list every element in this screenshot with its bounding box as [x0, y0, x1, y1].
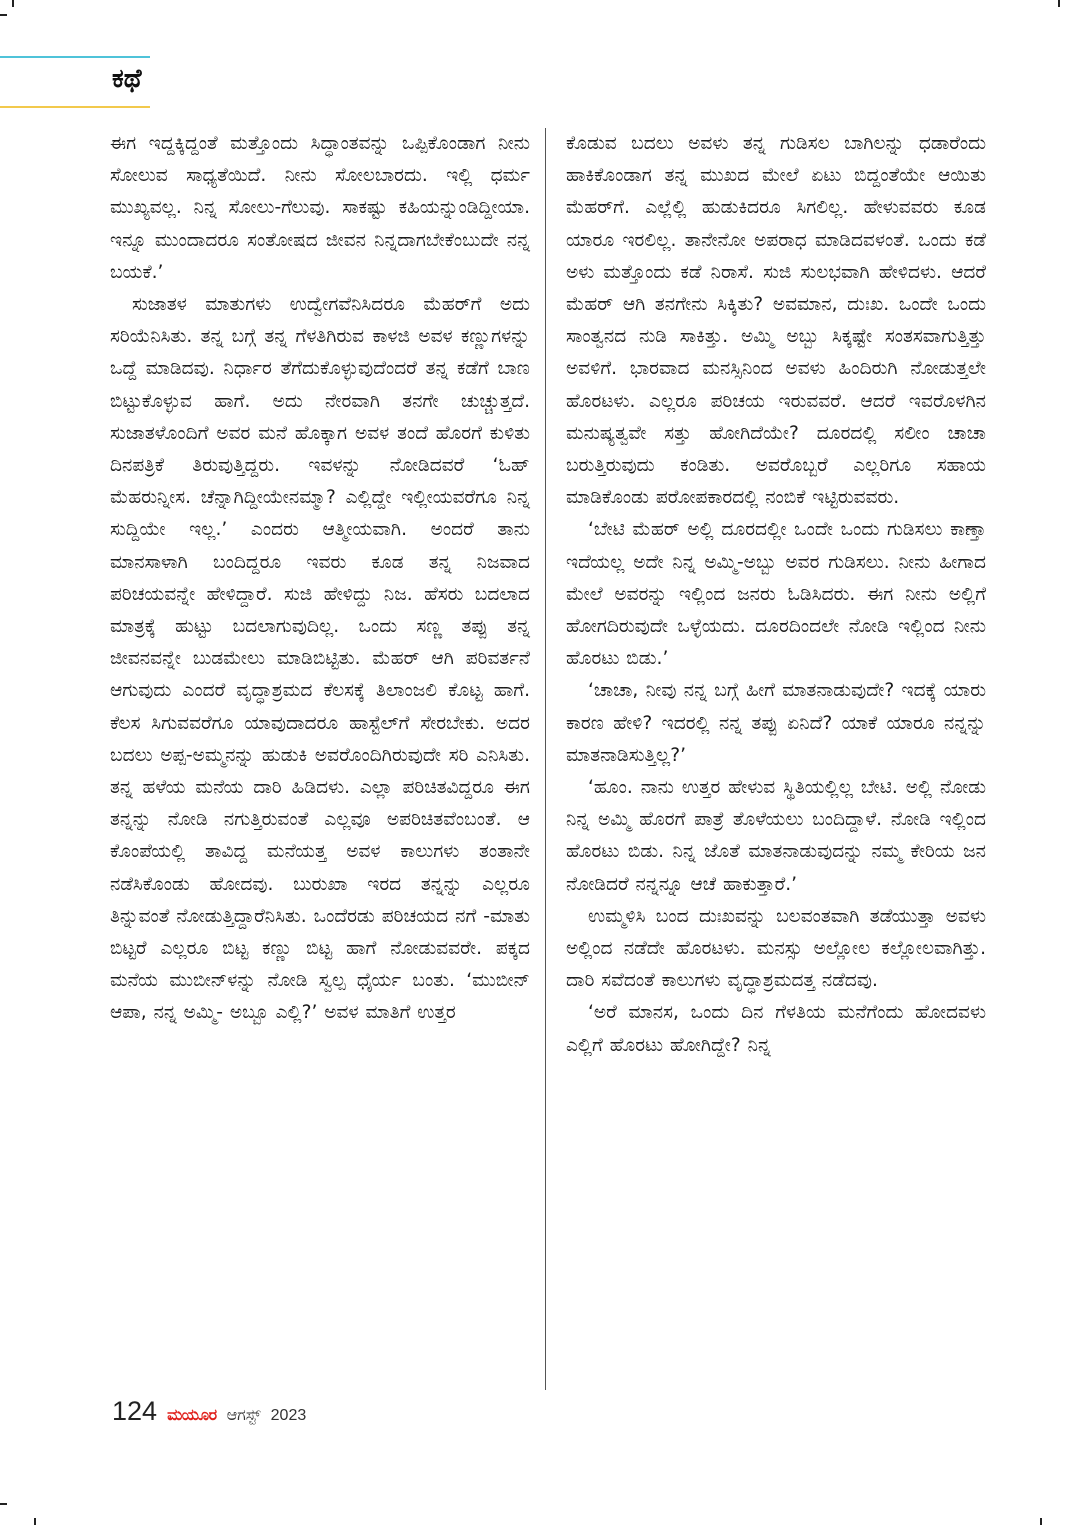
- issue-year: 2023: [270, 1407, 307, 1424]
- issue-month: ಆಗಸ್ಟ್: [226, 1405, 261, 1424]
- magazine-logo: ಮಯೂರ: [167, 1405, 217, 1424]
- paragraph: ‘ಬೇಟಿ ಮೆಹರ್ ಅಲ್ಲಿ ದೂರದಲ್ಲೀ ಒಂದೇ ಒಂದು ಗುಡಿಸಲು ಕಾಣ್ತಾ ಇದೆಯಲ್ಲ ಅದೇ ನಿನ್ನ ಅಮ್ಮಿ-ಅಬ್ಬು ಅವರ ಗುಡಿಸಲು. ನೀನು ಹೀಗಾದ ಮೇಲೆ ಅವರನ್ನು ಇಲ್ಲಿಂದ ಜನರು ಓಡಿಸಿದರು. ಈಗ ನೀನು ಅಲ್ಲಿಗೆ ಹೋಗದಿರುವುದೇ ಒಳ್ಳೆಯದು. ದೂರದಿಂದಲೇ ನೋಡಿ ಇಲ್ಲಿಂದ ನೀನು ಹೊರಟು ಬಿಡು.’: [566, 519, 986, 670]
- paragraph: ಸುಜಾತಳ ಮಾತುಗಳು ಉದ್ವೇಗವೆನಿಸಿದರೂ ಮೆಹರ್‌ಗೆ ಅದು ಸರಿಯೆನಿಸಿತು. ತನ್ನ ಬಗ್ಗೆ ತನ್ನ ಗೆಳತಿಗಿರುವ ಕಾಳಜಿ ಅವಳ ಕಣ್ಣುಗಳನ್ನು ಒದ್ದೆ ಮಾಡಿದವು. ನಿರ್ಧಾರ ತೆಗೆದುಕೊಳ್ಳುವುದೆಂದರೆ ತನ್ನ ಕಡೆಗೆ ಬಾಣ ಬಿಟ್ಟುಕೊಳ್ಳುವ ಹಾಗೆ. ಅದು ನೇರವಾಗಿ ತನಗೇ ಚುಚ್ಚುತ್ತದೆ. ಸುಜಾತಳೊಂದಿಗೆ ಅವರ ಮನೆ ಹೊಕ್ಕಾಗ ಅವಳ ತಂದೆ ಹೊರಗೆ ಕುಳಿತು ದಿನಪತ್ರಿಕೆ ತಿರುವುತ್ತಿದ್ದರು. ಇವಳನ್ನು ನೋಡಿದವರೆ ‘ಓಹ್ ಮೆಹರುನ್ನೀಸ. ಚೆನ್ನಾಗಿದ್ದೀಯೇನಮ್ಮಾ? ಎಲ್ಲಿದ್ದೇ ಇಲ್ಲೀಯವರೆಗೂ ನಿನ್ನ ಸುದ್ದಿಯೇ ಇಲ್ಲ.’ ಎಂದರು ಆತ್ಮೀಯವಾಗಿ. ಅಂದರೆ ತಾನು ಮಾನಸಾಳಾಗಿ ಬಂದಿದ್ದರೂ ಇವರು ಕೂಡ ತನ್ನ ನಿಜವಾದ ಪರಿಚಯವನ್ನೇ ಹೇಳಿದ್ದಾರೆ. ಸುಜಿ ಹೇಳಿದ್ದು ನಿಜ. ಹೆಸರು ಬದಲಾದ ಮಾತ್ರಕ್ಕೆ ಹುಟ್ಟು ಬದಲಾಗುವುದಿಲ್ಲ. ಒಂದು ಸಣ್ಣ ತಪ್ಪು ತನ್ನ ಜೀವನವನ್ನೇ ಬುಡಮೇಲು ಮಾಡಿಬಿಟ್ಟಿತು. ಮೆಹರ್ ಆಗಿ ಪರಿವರ್ತನೆ ಆಗುವುದು ಎಂದರೆ ವೃದ್ಧಾಶ್ರಮದ ಕೆಲಸಕ್ಕೆ ತಿಲಾಂಜಲಿ ಕೊಟ್ಟ ಹಾಗೆ. ಕೆಲಸ ಸಿಗುವವರೆಗೂ ಯಾವುದಾದರೂ ಹಾಸ್ಟೆಲ್‌ಗೆ ಸೇರಬೇಕು. ಅದರ ಬದಲು ಅಪ್ಪ-ಅಮ್ಮನನ್ನು ಹುಡುಕಿ ಅವರೊಂದಿಗಿರುವುದೇ ಸರಿ ಎನಿಸಿತು. ತನ್ನ ಹಳೆಯ ಮನೆಯ ದಾರಿ ಹಿಡಿದಳು. ಎಲ್ಲಾ ಪರಿಚಿತವಿದ್ದರೂ ಈಗ ತನ್ನನ್ನು ನೋಡಿ ನಗುತ್ತಿರುವಂತೆ ಎಲ್ಲವೂ ಅಪರಿಚಿತವೆಂಬಂತೆ. ಆ ಕೊಂಪೆಯಲ್ಲಿ ತಾವಿದ್ದ ಮನೆಯತ್ತ ಅವಳ ಕಾಲುಗಳು ತಂತಾನೇ ನಡೆಸಿಕೊಂಡು ಹೋದವು. ಬುರುಖಾ ಇರದ ತನ್ನನ್ನು ಎಲ್ಲರೂ ತಿನ್ನುವಂತೆ ನೋಡುತ್ತಿದ್ದಾರೆನಿಸಿತು. ಒಂದೆರಡು ಪರಿಚಯದ ನಗೆ -ಮಾತು ಬಿಟ್ಟರೆ ಎಲ್ಲರೂ ಬಿಟ್ಟ ಕಣ್ಣು ಬಿಟ್ಟ ಹಾಗೆ ನೋಡುವವರೇ. ಪಕ್ಕದ ಮನೆಯ ಮುಬೀನ್‌ಳನ್ನು ನೋಡಿ ಸ್ವಲ್ಪ ಧೈರ್ಯ ಬಂತು. ‘ಮುಬೀನ್ ಆಪಾ, ನನ್ನ ಅಮ್ಮಿ- ಅಬ್ಬೂ ಎಲ್ಲಿ?’ ಅವಳ ಮಾತಿಗೆ ಉತ್ತರ: [110, 294, 530, 1024]
- right-column: [566, 128, 986, 1062]
- paragraph: ‘ಹೂಂ. ನಾನು ಉತ್ತರ ಹೇಳುವ ಸ್ಥಿತಿಯಲ್ಲಿಲ್ಲ ಬೇಟಿ. ಅಲ್ಲಿ ನೋಡು ನಿನ್ನ ಅಮ್ಮಿ ಹೊರಗೆ ಪಾತ್ರೆ ತೊಳೆಯಲು ಬಂದಿದ್ದಾಳೆ. ನೋಡಿ ಇಲ್ಲಿಂದ ಹೊರಟು ಬಿಡು. ನಿನ್ನ ಜೊತೆ ಮಾತನಾಡುವುದನ್ನು ನಮ್ಮ ಕೇರಿಯ ಜನ ನೋಡಿದರೆ ನನ್ನನ್ನೂ ಆಚೆ ಹಾಕುತ್ತಾರೆ.’: [566, 777, 986, 895]
- crop-mark: [34, 1518, 36, 1525]
- section-title: ಕಥೆ: [112, 64, 142, 94]
- paragraph: ‘ಚಾಚಾ, ನೀವು ನನ್ನ ಬಗ್ಗೆ ಹೀಗೆ ಮಾತನಾಡುವುದೇ? ಇದಕ್ಕೆ ಯಾರು ಕಾರಣ ಹೇಳಿ? ಇದರಲ್ಲಿ ನನ್ನ ತಪ್ಪು ಏನಿದೆ? ಯಾಕೆ ಯಾರೂ ನನ್ನನ್ನು ಮಾತನಾಡಿಸುತ್ತಿಲ್ಲ?’: [566, 680, 986, 766]
- crop-mark: [0, 1503, 7, 1505]
- crop-mark: [12, 0, 14, 7]
- crop-mark: [0, 14, 7, 16]
- page-footer: [112, 1396, 306, 1430]
- paragraph: ಈಗ ಇದ್ದಕ್ಕಿದ್ದಂತೆ ಮತ್ತೊಂದು ಸಿದ್ಧಾಂತವನ್ನು ಒಪ್ಪಿಕೊಂಡಾಗ ನೀನು ಸೋಲುವ ಸಾಧ್ಯತೆಯಿದೆ. ನೀನು ಸೋಲಬಾರದು. ಇಲ್ಲಿ ಧರ್ಮ ಮುಖ್ಯವಲ್ಲ. ನಿನ್ನ ಸೋಲು-ಗೆಲುವು. ಸಾಕಷ್ಟು ಕಹಿಯನ್ನುಂಡಿದ್ದೀಯಾ. ಇನ್ನೂ ಮುಂದಾದರೂ ಸಂತೋಷದ ಜೀವನ ನಿನ್ನದಾಗಬೇಕೆಂಬುದೇ ನನ್ನ ಬಯಕೆ.’: [110, 133, 530, 283]
- crop-mark: [1040, 1518, 1042, 1525]
- paragraph: ಉಮ್ಮಳಿಸಿ ಬಂದ ದುಃಖವನ್ನು ಬಲವಂತವಾಗಿ ತಡೆಯುತ್ತಾ ಅವಳು ಅಲ್ಲಿಂದ ನಡೆದೇ ಹೊರಟಳು. ಮನಸ್ಸು ಅಲ್ಲೋಲ ಕಲ್ಲೋಲವಾಗಿತ್ತು. ದಾರಿ ಸವೆದಂತೆ ಕಾಲುಗಳು ವೃದ್ಧಾಶ್ರಮದತ್ತ ನಡೆದವು.: [566, 905, 986, 992]
- left-column: [110, 128, 530, 1030]
- crop-mark: [1058, 0, 1060, 7]
- column-divider: [545, 128, 546, 1390]
- paragraph: ‘ಅರೆ ಮಾನಸ, ಒಂದು ದಿನ ಗೆಳತಿಯ ಮನೆಗೆಂದು ಹೋದವಳು ಎಲ್ಲಿಗೆ ಹೊರಟು ಹೋಗಿದ್ದೇ? ನಿನ್ನ: [566, 1002, 986, 1056]
- header-rule-top: [0, 56, 150, 58]
- header-rule-bottom: [0, 106, 150, 108]
- paragraph: ಕೊಡುವ ಬದಲು ಅವಳು ತನ್ನ ಗುಡಿಸಲ ಬಾಗಿಲನ್ನು ಧಡಾರೆಂದು ಹಾಕಿಕೊಂಡಾಗ ತನ್ನ ಮುಖದ ಮೇಲೆ ಏಟು ಬಿದ್ದಂತೆಯೇ ಆಯಿತು ಮೆಹರ್‌ಗೆ. ಎಲ್ಲೆಲ್ಲಿ ಹುಡುಕಿದರೂ ಸಿಗಲಿಲ್ಲ. ಹೇಳುವವರು ಕೂಡ ಯಾರೂ ಇರಲಿಲ್ಲ. ತಾನೇನೋ ಅಪರಾಧ ಮಾಡಿದವಳಂತೆ. ಒಂದು ಕಡೆ ಅಳು ಮತ್ತೊಂದು ಕಡೆ ನಿರಾಸೆ. ಸುಜಿ ಸುಲಭವಾಗಿ ಹೇಳಿದಳು. ಆದರೆ ಮೆಹರ್ ಆಗಿ ತನಗೇನು ಸಿಕ್ಕಿತು? ಅವಮಾನ, ದುಃಖ. ಒಂದೇ ಒಂದು ಸಾಂತ್ವನದ ನುಡಿ ಸಾಕಿತ್ತು. ಅಮ್ಮಿ ಅಬ್ಬು ಸಿಕ್ಕಷ್ಟೇ ಸಂತಸವಾಗುತ್ತಿತ್ತು ಅವಳಿಗೆ. ಭಾರವಾದ ಮನಸ್ಸಿನಿಂದ ಅವಳು ಹಿಂದಿರುಗಿ ನೋಡುತ್ತಲೇ ಹೊರಟಳು. ಎಲ್ಲರೂ ಪರಿಚಯ ಇರುವವರೆ. ಆದರೆ ಇವರೊಳಗಿನ ಮನುಷ್ಯತ್ವವೇ ಸತ್ತು ಹೋಗಿದೆಯೇ? ದೂರದಲ್ಲಿ ಸಲೀಂ ಚಾಚಾ ಬರುತ್ತಿರುವುದು ಕಂಡಿತು. ಅವರೊಬ್ಬರೆ ಎಲ್ಲರಿಗೂ ಸಹಾಯ ಮಾಡಿಕೊಂಡು ಪರೋಪಕಾರದಲ್ಲಿ ನಂಬಿಕೆ ಇಟ್ಟಿರುವವರು.: [566, 133, 986, 509]
- page-number: 124: [112, 1396, 158, 1426]
- section-header: [0, 56, 150, 108]
